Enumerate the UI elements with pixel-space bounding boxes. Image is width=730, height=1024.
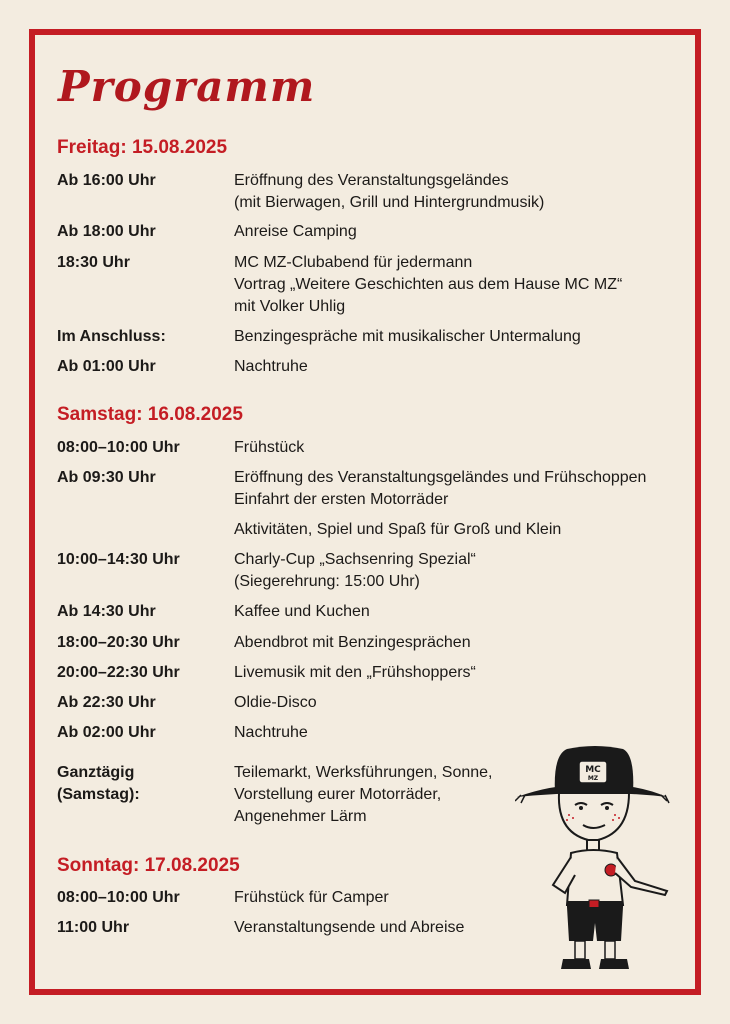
face: [559, 793, 629, 841]
desc-line: Vortrag „Weitere Geschichten aus dem Hause MC MZ“: [234, 276, 623, 293]
row-description: [234, 519, 689, 541]
row-description: [234, 549, 689, 593]
shirt: [567, 850, 623, 905]
desc-line: Abendbrot mit Benzingesprächen: [234, 634, 471, 651]
desc-line: Veranstaltungsende und Abreise: [234, 919, 465, 936]
desc-line: MC MZ-Clubabend für jedermann: [234, 254, 473, 271]
row-time: 08:00–10:00 Uhr: [57, 439, 180, 456]
row-description: [234, 601, 689, 623]
row-description: [234, 221, 689, 243]
row-description: [234, 356, 689, 378]
row-description: [234, 467, 689, 511]
row-time: 20:00–22:30 Uhr: [57, 664, 180, 681]
row-time: Ab 22:30 Uhr: [57, 694, 156, 711]
row-time: Ab 01:00 Uhr: [57, 358, 156, 375]
row-time: Ab 09:30 Uhr: [57, 469, 156, 486]
day-heading-friday: Freitag: 15.08.2025: [57, 137, 228, 158]
row-time: Ab 14:30 Uhr: [57, 603, 156, 620]
desc-line: Vorstellung eurer Motorräder,: [234, 786, 442, 803]
row-time: 18:30 Uhr: [57, 254, 130, 271]
desc-line: (mit Bierwagen, Grill und Hintergrundmusik): [234, 194, 545, 211]
desc-line: Benzingespräche mit musikalischer Untermalung: [234, 328, 581, 345]
desc-line: Charly-Cup „Sachsenring Spezial“: [234, 551, 476, 568]
hat-badge-text-top: MC: [585, 765, 601, 775]
row-description: [234, 437, 689, 459]
row-description: [234, 326, 689, 348]
desc-line: Kaffee und Kuchen: [234, 603, 370, 620]
desc-line: Oldie-Disco: [234, 694, 317, 711]
desc-line: Angenehmer Lärm: [234, 808, 367, 825]
day-heading-saturday: Samstag: 16.08.2025: [57, 404, 243, 425]
shorts: [567, 907, 623, 941]
row-time: 08:00–10:00 Uhr: [57, 889, 180, 906]
hat-badge-text-bottom: MZ: [587, 775, 599, 782]
mascot-illustration: [515, 745, 675, 975]
row-description: [234, 692, 689, 714]
desc-line: mit Volker Uhlig: [234, 298, 346, 315]
desc-line: (Siegerehrung: 15:00 Uhr): [234, 573, 420, 590]
row-time: Ab 02:00 Uhr: [57, 724, 156, 741]
desc-line: Nachtruhe: [234, 724, 308, 741]
row-time: Ab 18:00 Uhr: [57, 223, 156, 240]
desc-line: Eröffnung des Veranstaltungsgeländes und Frühschoppen: [234, 469, 647, 486]
row-description: [234, 170, 689, 214]
desc-line: Aktivitäten, Spiel und Spaß für Groß und Klein: [234, 521, 562, 538]
page-title: Programm: [58, 62, 316, 111]
row-time: Im Anschluss:: [57, 328, 166, 345]
desc-line: Eröffnung des Veranstaltungsgeländes: [234, 172, 509, 189]
desc-line: Einfahrt der ersten Motorräder: [234, 491, 449, 508]
desc-line: Nachtruhe: [234, 358, 308, 375]
desc-line: Livemusik mit den „Frühshoppers“: [234, 664, 476, 681]
row-description: [234, 252, 689, 318]
day-heading-sunday: Sonntag: 17.08.2025: [57, 855, 240, 876]
row-description: [234, 662, 689, 684]
row-description: [234, 632, 689, 654]
desc-line: Frühstück: [234, 439, 305, 456]
row-time: 10:00–14:30 Uhr: [57, 551, 180, 568]
desc-line: Frühstück für Camper: [234, 889, 389, 906]
desc-line: Teilemarkt, Werksführungen, Sonne,: [234, 764, 493, 781]
row-time: Ab 16:00 Uhr: [57, 172, 156, 189]
desc-line: Anreise Camping: [234, 223, 357, 240]
row-time: Ganztägig (Samstag):: [57, 764, 140, 803]
row-time: 18:00–20:30 Uhr: [57, 634, 180, 651]
row-time: 11:00 Uhr: [57, 919, 130, 936]
row-description: [234, 722, 689, 744]
